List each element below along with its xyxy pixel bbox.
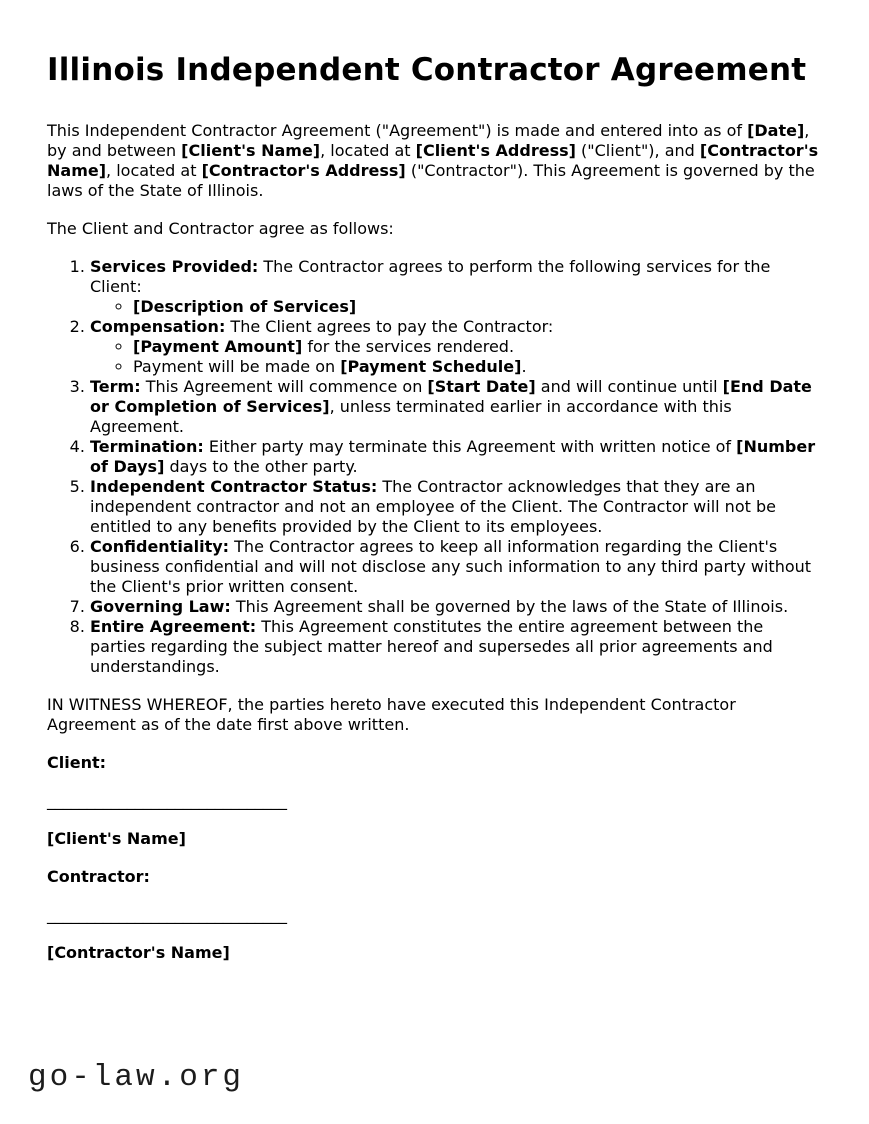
text-run: [Contractor's Address] <box>201 161 406 180</box>
text-run: The Contractor agrees to keep all information regarding the Client's business confidential and will not disclose any such information to any third party without the Client's prior written consent. <box>90 537 812 596</box>
sub-item-payment-schedule <box>133 357 822 377</box>
text-run: Payment will be made on <box>133 357 341 376</box>
client-name-placeholder: [Client's Name] <box>47 829 186 848</box>
contractor-signature-label: Contractor: <box>47 867 150 886</box>
clause-services-provided <box>90 257 822 317</box>
text-run: [Date] <box>747 121 805 140</box>
text-run: , located at <box>320 141 416 160</box>
text-run: days to the other party. <box>164 457 358 476</box>
clause-term <box>90 377 822 437</box>
text-run: Independent Contractor Status: <box>90 477 378 496</box>
intro-paragraph <box>47 121 822 201</box>
clause-confidentiality <box>90 537 822 597</box>
clause-text <box>90 377 812 436</box>
page-title: Illinois Independent Contractor Agreement <box>47 52 807 88</box>
clause-text <box>90 437 815 476</box>
text-run: [Description of Services] <box>133 297 357 316</box>
text-run: The Contractor agrees to perform the following services for the Client: <box>90 257 771 296</box>
text-run: [Payment Amount] <box>133 337 303 356</box>
clause-text <box>90 617 773 676</box>
witness-paragraph: IN WITNESS WHEREOF, the parties hereto have executed this Independent Contractor Agreement as of the date first above written. <box>47 695 736 734</box>
text-run: The Contractor acknowledges that they are an independent contractor and not an employee of the Client. The Contractor will not be entitled to any benefits provided by the Client to its employees. <box>90 477 776 536</box>
text-run: This Independent Contractor Agreement ("Agreement") is made and entered into as of <box>47 121 748 140</box>
contractor-name-placeholder: [Contractor's Name] <box>47 943 230 962</box>
text-run: ("Client"), and <box>575 141 700 160</box>
text-run: Governing Law: <box>90 597 231 616</box>
contractor-signature-line: ______________________________ <box>47 905 287 924</box>
text-run: Term: <box>90 377 141 396</box>
text-run: [Client's Name] <box>181 141 321 160</box>
text-run: Termination: <box>90 437 204 456</box>
clause-text <box>90 537 811 596</box>
text-run: ("Contractor"). This Agreement is governed by the laws of the State of Illinois. <box>47 161 815 200</box>
clause-text <box>90 257 770 296</box>
text-run: This Agreement constitutes the entire agreement between the parties regarding the subject matter hereof and supersedes all prior agreements and understandings. <box>90 617 773 676</box>
clause-entire-agreement <box>90 617 822 677</box>
text-run: for the services rendered. <box>302 337 515 356</box>
text-run: and will continue until <box>535 377 723 396</box>
text-run: [Number of Days] <box>90 437 816 476</box>
text-run: Entire Agreement: <box>90 617 257 636</box>
clause-compensation <box>90 317 822 377</box>
text-run: [Contractor's Name] <box>47 141 819 180</box>
clause-text <box>90 597 788 616</box>
clause-text <box>90 477 776 536</box>
clause-independent-contractor-status <box>90 477 822 537</box>
text-run: Either party may terminate this Agreement with written notice of <box>203 437 737 456</box>
sub-item-payment-amount <box>133 337 822 357</box>
text-run: , by and between <box>47 121 810 160</box>
sub-item-description-of-services <box>133 297 822 317</box>
text-run: This Agreement will commence on <box>140 377 428 396</box>
text-run: , unless terminated earlier in accordance with this Agreement. <box>90 397 732 436</box>
client-signature-label: Client: <box>47 753 106 772</box>
clause-termination <box>90 437 822 477</box>
text-run: [End Date or Completion of Services] <box>90 377 812 416</box>
text-run: [Payment Schedule] <box>340 357 522 376</box>
clause-governing-law <box>90 597 822 617</box>
text-run: [Client's Address] <box>415 141 576 160</box>
clause-text <box>90 317 553 336</box>
client-signature-line: ______________________________ <box>47 791 287 810</box>
text-run: Compensation: <box>90 317 226 336</box>
text-run: Confidentiality: <box>90 537 230 556</box>
text-run: . <box>521 357 527 376</box>
text-run: [Start Date] <box>427 377 536 396</box>
services-sub-list <box>90 297 822 317</box>
text-run: Services Provided: <box>90 257 259 276</box>
text-run: This Agreement shall be governed by the laws of the State of Illinois. <box>230 597 789 616</box>
compensation-sub-list <box>90 337 822 377</box>
footer-brand: go-law.org <box>28 1060 245 1095</box>
clauses-list <box>47 257 822 677</box>
text-run: , located at <box>106 161 202 180</box>
text-run: The Client agrees to pay the Contractor: <box>225 317 554 336</box>
preamble-paragraph: The Client and Contractor agree as follows: <box>47 219 394 238</box>
